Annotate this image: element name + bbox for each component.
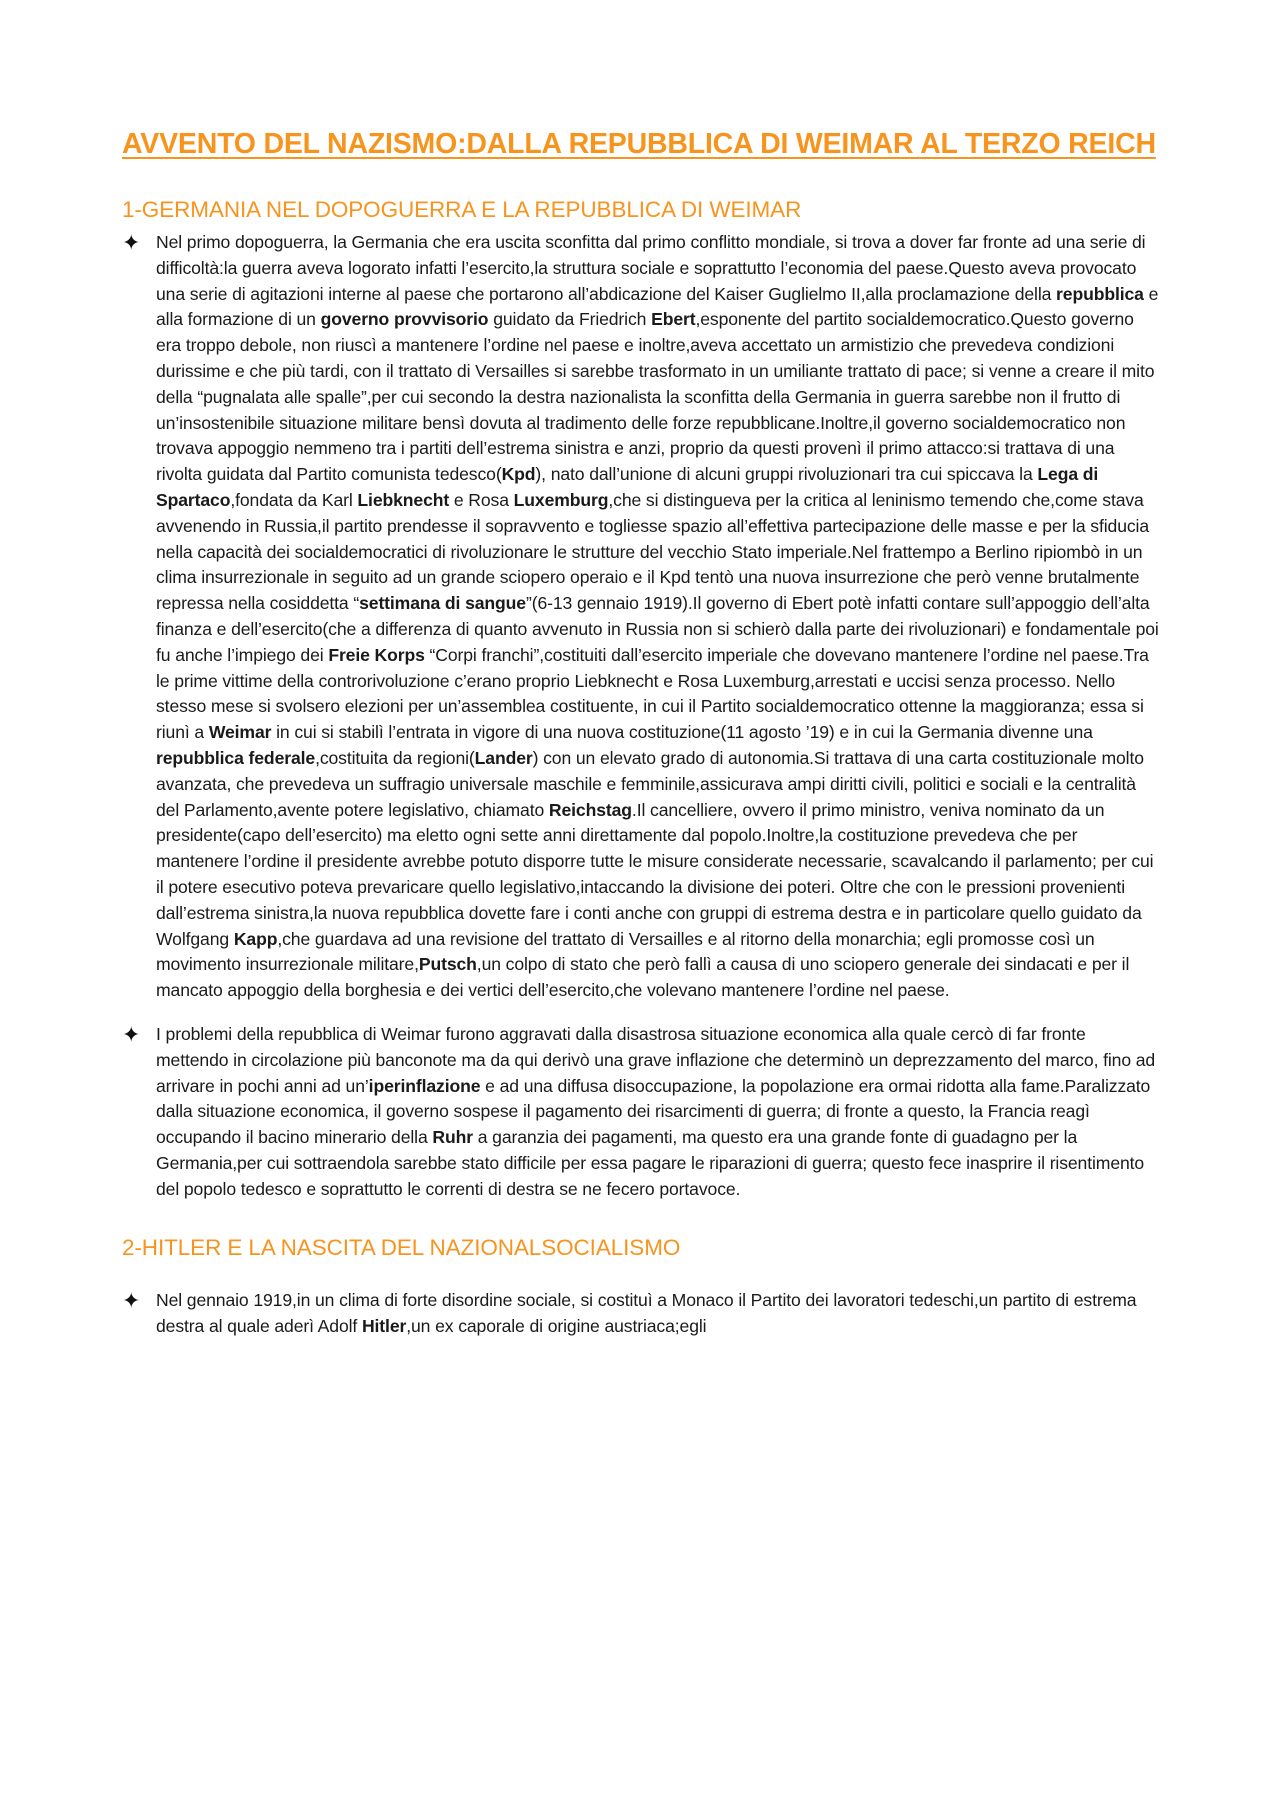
text-run: ,che si distingueva per la critica al leninismo temendo che,come stava avvenendo in Russia,il partito prendesse il sopravvento e togliesse spazio all’effettiva partecipazione delle masse e per la sfiducia nella capacità dei socialdemocratici di rivoluzionare le strutture del vecchio Stato imperiale.Nel frattempo a Berlino ripiombò in un clima insurrezionale in seguito ad un grande sciopero operaio e il Kpd tentò una nuova insurrezione che però venne brutalmente repressa nella cosiddetta “ [156, 489, 1150, 614]
bold-term: repubblica federale [156, 747, 316, 768]
text-run: e ad una diffusa disoccupazione, la popolazione era ormai ridotta alla fame.Paralizzato dalla situazione economica, il governo sospese il pagamento dei risarcimenti di guerra; di fronte a questo, la Francia reagì occupando il bacino minerario della [156, 1075, 1151, 1148]
text-run: a garanzia dei pagamenti, ma questo era una grande fonte di guadagno per la Germania,per cui sottraendola sarebbe stato difficile per essa pagare le riparazioni di guerra; questo fece inasprire il risentimento del popolo tedesco e soprattutto le correnti di destra se ne fecero portavoce. [156, 1127, 1145, 1199]
section-heading-2: 2-HITLER E LA NASCITA DEL NAZIONALSOCIALISMO [122, 1235, 681, 1261]
bold-term: governo provvisorio [320, 309, 489, 330]
bold-term: iperinflazione [368, 1075, 481, 1096]
bold-term: Freie Korps [328, 644, 425, 665]
bold-term: Ebert [651, 309, 696, 330]
text-run: guidato da Friedrich [488, 309, 652, 330]
bullet-item [122, 230, 1160, 1004]
text-run: e alla formazione di un [156, 283, 1159, 330]
section-heading-1: 1-GERMANIA NEL DOPOGUERRA E LA REPUBBLICA DI WEIMAR [122, 197, 802, 222]
bullet-paragraph [156, 1288, 1160, 1340]
bullet-paragraph [156, 1022, 1160, 1203]
text-run: e Rosa [449, 489, 514, 510]
bold-term: Luxemburg [513, 489, 609, 510]
document-title: AVVENTO DEL NAZISMO:DALLA REPUBBLICA DI WEIMAR AL TERZO REICH [122, 128, 1156, 160]
bullet-paragraph [156, 230, 1160, 1004]
text-run: Nel primo dopoguerra, la Germania che era uscita sconfitta dal primo conflitto mondiale, si trova a dover far fronte ad una serie di difficoltà:la guerra aveva logorato infatti l’esercito,la struttura sociale e soprattutto l’economia del paese.Questo aveva provocato una serie di agitazioni interne al paese che portarono all’abdicazione del Kaiser Guglielmo II,alla proclamazione della [156, 232, 1146, 304]
text-run: ,un ex caporale di origine austriaca;egli [406, 1316, 707, 1337]
four-pointed-star-icon: ✦ [122, 1021, 141, 1047]
bullet-item [122, 1288, 1160, 1340]
bold-term: Weimar [208, 722, 272, 743]
text-run: ,costituita da regioni( [315, 747, 475, 768]
text-run: ,un colpo di stato che però fallì a causa di uno sciopero generale dei sindacati e per il mancato appoggio della borghesia e dei vertici dell’esercito,che volevano mantenere l’ordine nel paese. [156, 954, 1130, 1001]
bold-term: Lega di Spartaco [156, 464, 1099, 510]
text-run: in cui si stabilì l’entrata in vigore di una nuova costituzione(11 agosto ’19) e in cui la Germania divenne una [271, 722, 1093, 743]
bold-term: settimana di sangue [359, 593, 526, 614]
text-run: ,fondata da Karl [230, 489, 358, 510]
text-run: .Il cancelliere, ovvero il primo ministro, veniva nominato da un presidente(capo dell’esercito) ma eletto ogni sette anni direttamente dal popolo.Inoltre,la costituzione prevedeva che per mantenere l’ordine il presidente avrebbe potuto disporre tutte le misure considerate necessarie, scavalcando il parlamento; per cui il potere esecutivo poteva prevaricare quello legislativo,intaccando la divisione dei poteri. Oltre che con le pressioni provenienti dall’estrema sinistra,la nuova repubblica dovette fare i conti anche con gruppi di estrema destra e in particolare quello guidato da Wolfgang [156, 799, 1154, 949]
bold-term: Ruhr [432, 1127, 473, 1148]
bold-term: Lander [474, 747, 533, 768]
bold-term: Kapp [233, 928, 278, 949]
four-pointed-star-icon: ✦ [122, 230, 141, 255]
bold-term: Putsch [418, 954, 477, 975]
text-run: ), nato dall’unione di alcuni gruppi rivoluzionari tra cui spiccava la [535, 464, 1038, 485]
bold-term: Reichstag [548, 799, 632, 820]
text-run: Nel gennaio 1919,in un clima di forte disordine sociale, si costituì a Monaco il Partito dei lavoratori tedeschi,un partito di estrema destra al quale aderì Adolf [156, 1290, 1137, 1337]
bullet-item [122, 1022, 1160, 1203]
bold-term: Hitler [361, 1316, 407, 1337]
bold-term: Kpd [501, 464, 536, 485]
text-run: “Corpi franchi”,costituiti dall’esercito imperiale che dovevano mantenere l’ordine nel paese.Tra le prime vittime della controrivoluzione c’erano proprio Liebknecht e Rosa Luxemburg,arrestati e uccisi senza processo. Nello stesso mese si svolsero elezioni per un’assemblea costituente, in cui il Partito socialdemocratico ottenne la maggioranza; essa si riunì a [156, 644, 1149, 743]
text-run: ”(6-13 gennaio 1919).Il governo di Ebert potè infatti contare sull’appoggio dell’alta finanza e dell’esercito(che a differenza di quanto avvenuto in Russia non si schierò dalla parte dei rivoluzionari) e fondamentale poi fu anche l’impiego dei [156, 593, 1159, 665]
text-run: ,esponente del partito socialdemocratico.Questo governo era troppo debole, non riuscì a mantenere l’ordine nel paese e inoltre,aveva accettato un armistizio che prevedeva condizioni durissime e che più tardi, con il trattato di Versailles si sarebbe trasformato in un umiliante trattato di pace; si venne a creare il mito della “pugnalata alle spalle”,per cui secondo la destra nazionalista la sconfitta della Germania in guerra sarebbe non il frutto di un’insostenibile situazione militare bensì dovuta al tradimento delle forze repubblicane.Inoltre,il governo socialdemocratico non trovava appoggio nemmeno tra i partiti dell’estrema sinistra e anzi, proprio da questi provenì il primo attacco:si trattava di una rivolta guidata dal Partito comunista tedesco( [156, 309, 1155, 485]
text-run: ) con un elevato grado di autonomia.Si trattava di una carta costituzionale molto avanzata, che prevedeva un suffragio universale maschile e femminile,assicurava ampi diritti civili, politici e sociali e la centralità del Parlamento,avente potere legislativo, chiamato [156, 747, 1144, 820]
bold-term: repubblica [1056, 283, 1144, 304]
bold-term: Liebknecht [357, 489, 450, 510]
text-run: ,che guardava ad una revisione del trattato di Versailles e al ritorno della monarchia; egli promosse così un movimento insurrezionale militare, [156, 928, 1095, 975]
text-run: I problemi della repubblica di Weimar furono aggravati dalla disastrosa situazione economica alla quale cercò di far fronte mettendo in circolazione più banconote ma da qui derivò una grave inflazione che determinò un deprezzamento del marco, fino ad arrivare in pochi anni ad un’ [156, 1023, 1156, 1096]
four-pointed-star-icon: ✦ [122, 1288, 141, 1314]
